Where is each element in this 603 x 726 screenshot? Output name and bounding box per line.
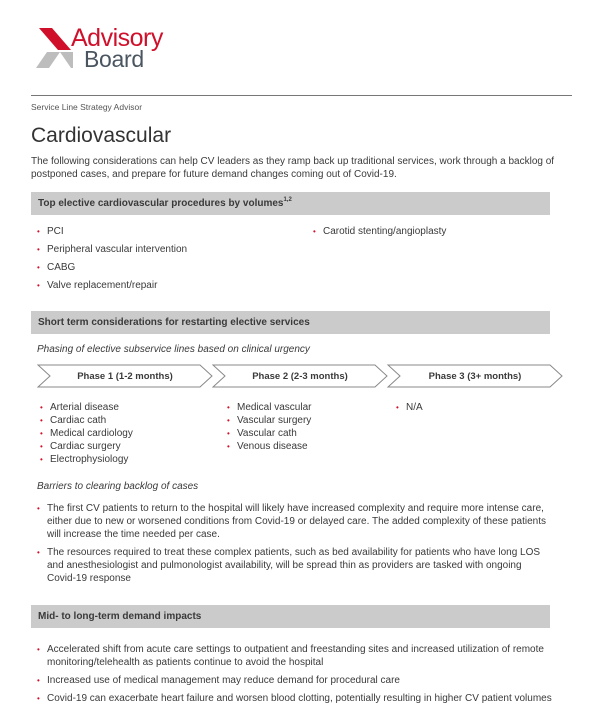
logo-word-advisory: Advisory [71, 24, 163, 52]
phasing-label: Phasing of elective subservice lines based on clinical urgency [37, 344, 310, 355]
section-title [38, 198, 292, 209]
section-title-text: Top elective cardiovascular procedures by volumes [38, 198, 284, 209]
phase-chevron-3 [387, 364, 563, 388]
list-item: • CABG [37, 261, 75, 274]
logo-word-board: Board [84, 46, 144, 72]
page-title: Cardiovascular [31, 124, 172, 147]
impact-item: • Accelerated shift from acute care settings to outpatient and freestanding sites and increased utilization of remote monitoring/telehealth as patients continue to avoid the hospital [37, 643, 552, 669]
phase-label: Phase 3 (3+ months) [428, 371, 522, 382]
barriers-label: Barriers to clearing backlog of cases [37, 481, 199, 492]
phase-chevron-1 [37, 364, 213, 388]
list-item: • N/A [396, 401, 423, 414]
list-item: • Medical cardiology [40, 427, 133, 440]
advisory-board-logo [33, 24, 173, 72]
barrier-item: • The resources required to treat these complex patients, such as bed availability for patients who have long LOS and anesthesiologist and pulmonologist availability, will be spread thin as providers are tasked with ongoing Covid-19 response [37, 546, 552, 585]
footnote-ref: 1,2 [283, 197, 292, 203]
list-item: • Venous disease [227, 440, 308, 453]
logo-mark-icon [33, 28, 73, 70]
kicker: Service Line Strategy Advisor [31, 102, 143, 112]
header-divider [31, 95, 572, 96]
section-title: Short term considerations for restarting elective services [38, 317, 310, 328]
list-item: • Vascular surgery [227, 414, 311, 427]
list-item: • Electrophysiology [40, 453, 128, 466]
list-item: • Carotid stenting/angioplasty [313, 225, 446, 238]
section-title: Mid- to long-term demand impacts [38, 611, 202, 622]
list-item: • Peripheral vascular intervention [37, 243, 187, 256]
impact-item: • Increased use of medical management may reduce demand for procedural care [37, 674, 552, 687]
phase-label: Phase 2 (2-3 months) [252, 371, 348, 382]
list-item: • Valve replacement/repair [37, 279, 157, 292]
phase-label: Phase 1 (1-2 months) [77, 371, 173, 382]
section-header-short-term [31, 311, 550, 334]
list-item: • Vascular cath [227, 427, 297, 440]
impact-item: • Covid-19 can exacerbate heart failure and worsen blood clotting, potentially resulting in higher CV patient volumes [37, 692, 552, 705]
list-item: • Medical vascular [227, 401, 311, 414]
list-item: • PCI [37, 225, 64, 238]
section-header-long-term [31, 605, 550, 628]
phase-chevron-2 [212, 364, 388, 388]
section-header-procedures [31, 192, 550, 215]
list-item: • Cardiac surgery [40, 440, 121, 453]
list-item: • Cardiac cath [40, 414, 106, 427]
intro-paragraph: The following considerations can help CV leaders as they ramp back up traditional services, work through a backlog of postponed cases, and prepare for future demand changes coming out of Covid-19. [31, 156, 555, 180]
list-item: • Arterial disease [40, 401, 119, 414]
barrier-item: • The first CV patients to return to the hospital will likely have increased complexity and require more intense care, either due to new or worsened conditions from Covid-19 or delayed care. The added complexity of these patients will increase the time needed per case. [37, 502, 552, 541]
